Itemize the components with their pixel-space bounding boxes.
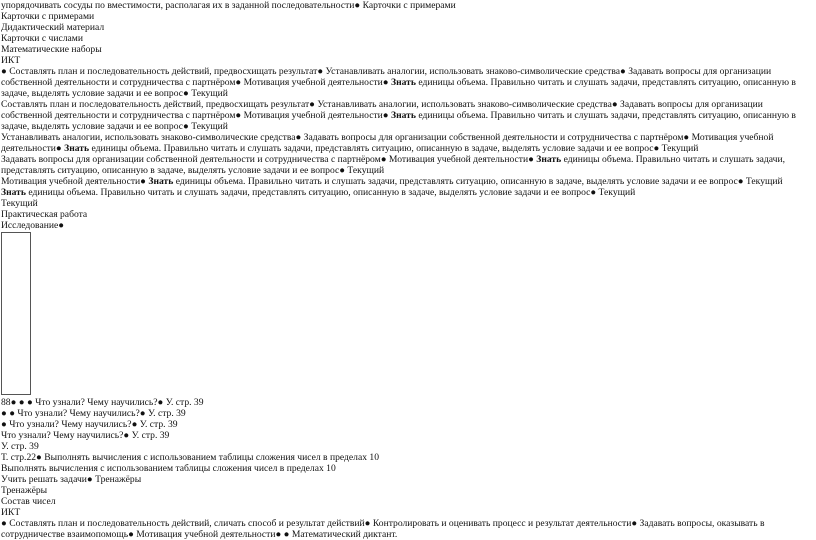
- text-line: ● ● Что узнали? Чему научились?● У. стр. 39: [1, 408, 186, 419]
- text-paragraph: ● Составлять план и последовательность действий, предвосхищать результат● Устанавливать аналогии, использовать знаково-символические средства● Задавать вопросы для организации собственной деятельности и сотрудничества с партнёром● Мотивация учебной деятельности● Знать единицы объема. Правильно читать и слушать задачи, представлять ситуацию, описанную в задаче, выделять условие задачи и ее вопрос● Текущий: [1, 66, 796, 99]
- text-line: ● Что узнали? Чему научились?● У. стр. 39: [1, 419, 178, 430]
- text-paragraph: Задавать вопросы для организации собственной деятельности и сотрудничества с партнёром● Мотивация учебной деятельности● Знать единицы объема. Правильно читать и слушать задачи, представлять ситуацию, описанную в задаче, выделять условие задачи и ее вопрос● Текущий: [1, 154, 786, 176]
- text-paragraph: Знать единицы объема. Правильно читать и слушать задачи, представлять ситуацию, описанную в задаче, выделять условие задачи и ее вопрос● Текущий: [1, 187, 636, 198]
- text-line: 88● ● ● Что узнали? Чему научились?● У. стр. 39: [1, 397, 204, 408]
- empty-image-frame: [1, 232, 31, 395]
- text-line: Выполнять вычисления с использованием таблицы сложения чисел в пределах 10: [1, 463, 336, 474]
- text-paragraph: Мотивация учебной деятельности● Знать единицы объема. Правильно читать и слушать задачи, представлять ситуацию, описанную в задаче, выделять условие задачи и ее вопрос● Текущий: [1, 176, 783, 187]
- text-line: Дидактический материал: [1, 22, 105, 33]
- text-line: Карточки с числами: [1, 33, 83, 44]
- text-line: ИКТ: [1, 55, 21, 66]
- text-line: Учить решать задачи● Тренажёры: [1, 474, 142, 485]
- text-line: Карточки с примерами: [1, 11, 95, 22]
- text-paragraph: Составлять план и последовательность действий, предвосхищать результат● Устанавливать аналогии, использовать знаково-символические средства● Задавать вопросы для организации собственной деятельности и сотрудничества с партнёром● Мотивация учебной деятельности● Знать единицы объема. Правильно читать и слушать задачи, представлять ситуацию, описанную в задаче, выделять условие задачи и ее вопрос● Текущий: [1, 99, 796, 132]
- text-paragraph: Устанавливать аналогии, использовать знаково-символические средства● Задавать вопросы для организации собственной деятельности и сотрудничества с партнёром● Мотивация учебной деятельности● Знать единицы объема. Правильно читать и слушать задачи, представлять ситуацию, описанную в задаче, выделять условие задачи и ее вопрос● Текущий: [1, 132, 774, 154]
- text-paragraph: ● Составлять план и последовательность действий, сличать способ и результат действий● Контролировать и оценивать процесс и результат деятельности● Задавать вопросы, оказывать в сотрудничестве взаимопомощь● Мотивация учебной деятельности● ● Математический диктант.: [1, 518, 765, 540]
- text-line: упорядочивать сосуды по вместимости, располагая их в заданной последовательности● Карточки с примерами: [1, 0, 456, 11]
- text-line: Практическая работа: [1, 209, 88, 220]
- text-line: Состав чисел: [1, 496, 56, 507]
- text-line: У. стр. 39: [1, 441, 39, 452]
- text-line: Тренажёры: [1, 485, 48, 496]
- text-line: Исследование●: [1, 220, 65, 231]
- document-page: [1, 0, 813, 540]
- text-line: Что узнали? Чему научились?● У. стр. 39: [1, 430, 170, 441]
- text-line: ИКТ: [1, 507, 21, 518]
- text-line: Математические наборы: [1, 44, 102, 55]
- text-line: Т. стр.22● Выполнять вычисления с использованием таблицы сложения чисел в пределах 10: [1, 452, 380, 463]
- text-line: Текущий: [1, 198, 38, 209]
